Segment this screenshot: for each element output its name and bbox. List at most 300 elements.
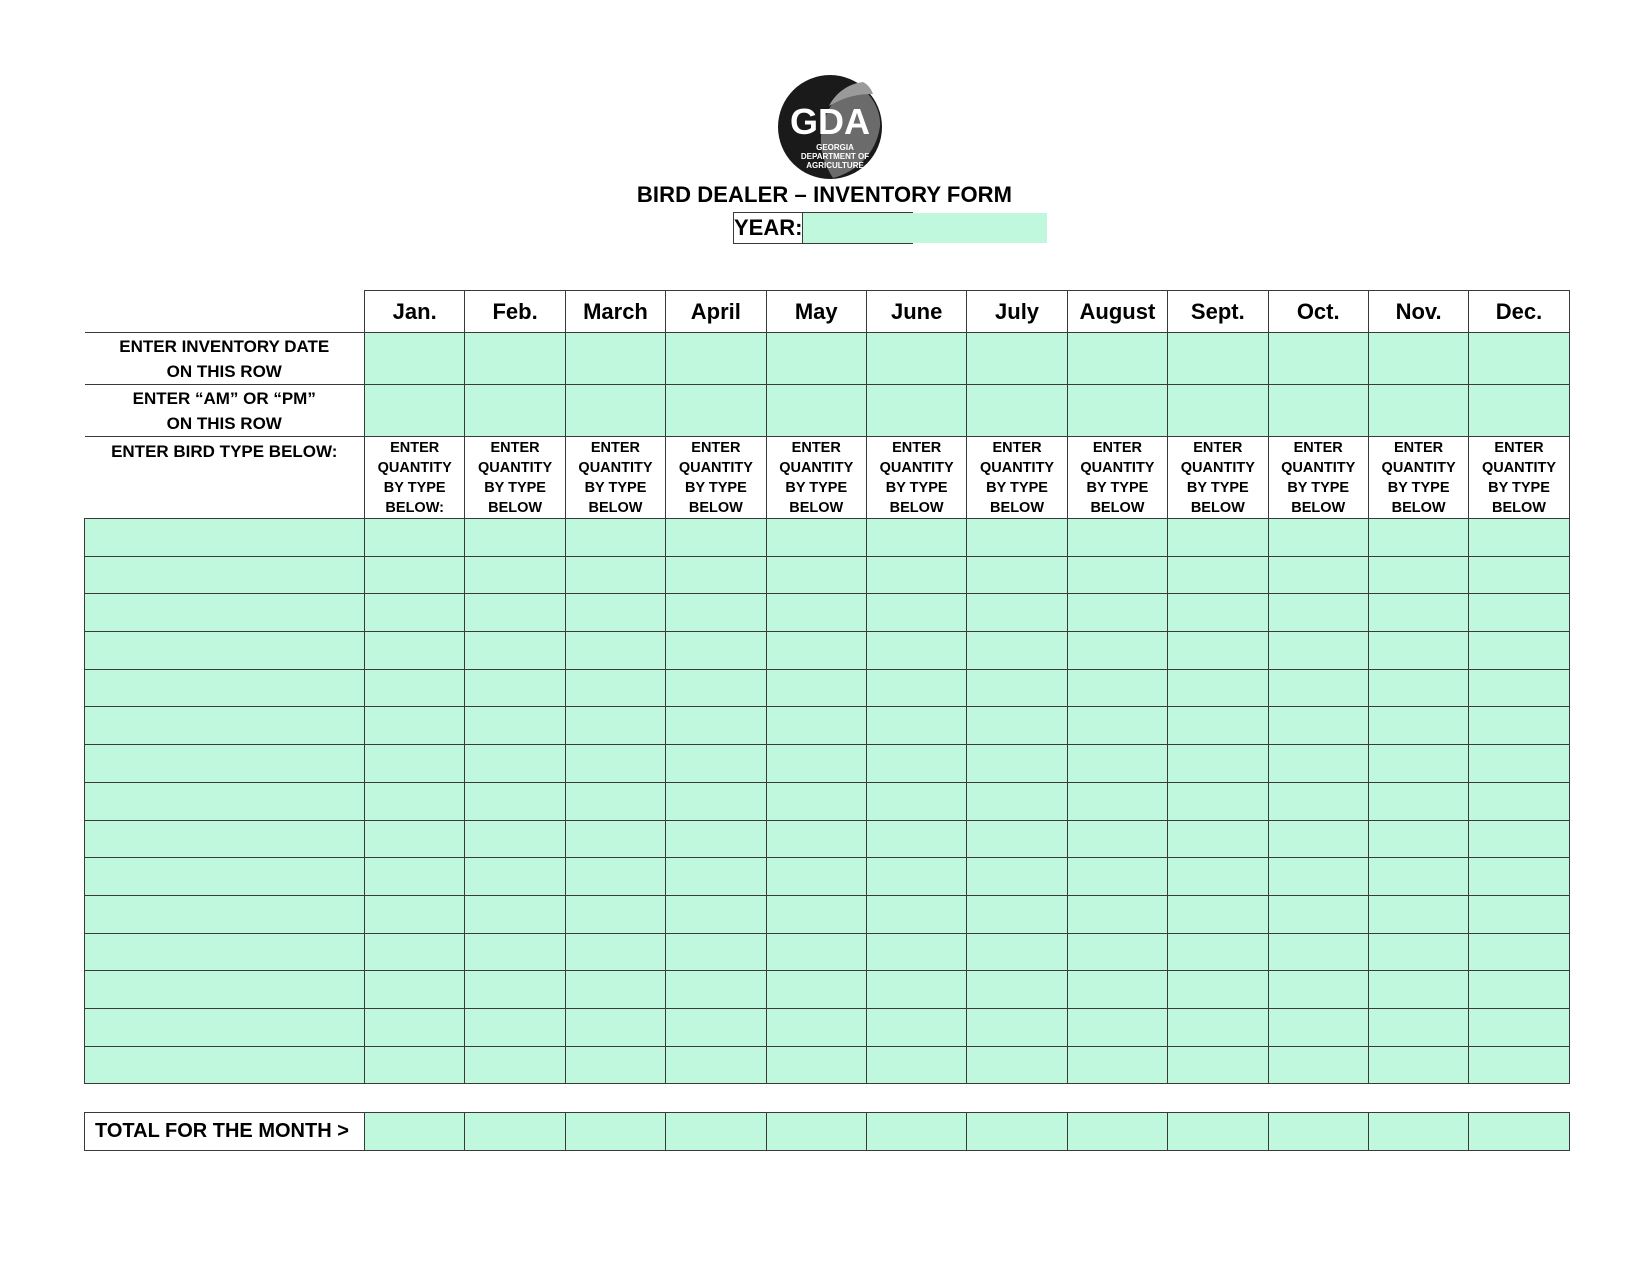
quantity-input[interactable]	[566, 1056, 665, 1074]
quantity-input[interactable]	[867, 604, 966, 622]
bird-type-input[interactable]	[85, 604, 364, 622]
quantity-input[interactable]	[1369, 717, 1468, 735]
quantity-cell[interactable]	[1268, 707, 1368, 745]
bird-type-input[interactable]	[85, 1056, 364, 1074]
quantity-cell[interactable]	[866, 782, 966, 820]
quantity-cell[interactable]	[1268, 782, 1368, 820]
quantity-cell[interactable]	[1268, 556, 1368, 594]
bird-type-cell[interactable]	[85, 895, 365, 933]
quantity-input[interactable]	[1168, 943, 1267, 961]
quantity-cell[interactable]	[967, 519, 1067, 557]
quantity-cell[interactable]	[666, 707, 766, 745]
quantity-input[interactable]	[967, 604, 1066, 622]
quantity-cell[interactable]	[1168, 707, 1268, 745]
quantity-cell[interactable]	[1469, 933, 1569, 971]
quantity-cell[interactable]	[365, 594, 465, 632]
quantity-input[interactable]	[1068, 754, 1167, 772]
quantity-cell[interactable]	[365, 669, 465, 707]
inventory-date-input[interactable]	[867, 350, 966, 368]
quantity-input[interactable]	[767, 528, 866, 546]
quantity-cell[interactable]	[565, 895, 665, 933]
am-pm-input[interactable]	[1068, 402, 1167, 420]
quantity-cell[interactable]	[465, 933, 565, 971]
quantity-input[interactable]	[1068, 905, 1167, 923]
quantity-cell[interactable]	[565, 782, 665, 820]
quantity-input[interactable]	[1168, 528, 1267, 546]
quantity-input[interactable]	[1369, 868, 1468, 886]
quantity-input[interactable]	[1369, 792, 1468, 810]
quantity-input[interactable]	[867, 528, 966, 546]
bird-type-cell[interactable]	[85, 858, 365, 896]
quantity-input[interactable]	[1269, 528, 1368, 546]
quantity-input[interactable]	[1068, 868, 1167, 886]
month-total-cell[interactable]	[1067, 1113, 1167, 1151]
quantity-input[interactable]	[666, 943, 765, 961]
quantity-input[interactable]	[1469, 717, 1568, 735]
quantity-cell[interactable]	[666, 858, 766, 896]
quantity-cell[interactable]	[565, 1046, 665, 1084]
quantity-cell[interactable]	[967, 895, 1067, 933]
am-pm-cell[interactable]	[565, 385, 665, 437]
inventory-date-input[interactable]	[1469, 350, 1568, 368]
quantity-cell[interactable]	[766, 519, 866, 557]
quantity-cell[interactable]	[1268, 632, 1368, 670]
inventory-date-cell[interactable]	[866, 333, 966, 385]
quantity-input[interactable]	[1269, 868, 1368, 886]
month-total-input[interactable]	[1068, 1113, 1167, 1150]
quantity-cell[interactable]	[1168, 933, 1268, 971]
quantity-input[interactable]	[666, 1056, 765, 1074]
quantity-input[interactable]	[767, 905, 866, 923]
quantity-cell[interactable]	[1268, 519, 1368, 557]
quantity-input[interactable]	[767, 641, 866, 659]
quantity-cell[interactable]	[766, 1046, 866, 1084]
quantity-input[interactable]	[666, 604, 765, 622]
quantity-input[interactable]	[1369, 754, 1468, 772]
quantity-input[interactable]	[1369, 830, 1468, 848]
quantity-cell[interactable]	[565, 519, 665, 557]
quantity-input[interactable]	[767, 604, 866, 622]
inventory-date-input[interactable]	[1269, 350, 1368, 368]
quantity-input[interactable]	[1269, 830, 1368, 848]
quantity-cell[interactable]	[766, 1008, 866, 1046]
bird-type-cell[interactable]	[85, 632, 365, 670]
quantity-cell[interactable]	[967, 1046, 1067, 1084]
bird-type-cell[interactable]	[85, 669, 365, 707]
inventory-date-input[interactable]	[967, 350, 1066, 368]
quantity-cell[interactable]	[1368, 519, 1468, 557]
inventory-date-input[interactable]	[1168, 350, 1267, 368]
quantity-input[interactable]	[1068, 679, 1167, 697]
quantity-input[interactable]	[1269, 1018, 1368, 1036]
quantity-input[interactable]	[465, 943, 564, 961]
quantity-cell[interactable]	[766, 933, 866, 971]
quantity-input[interactable]	[566, 868, 665, 886]
quantity-input[interactable]	[767, 566, 866, 584]
quantity-input[interactable]	[566, 792, 665, 810]
am-pm-input[interactable]	[1369, 402, 1468, 420]
quantity-cell[interactable]	[465, 1046, 565, 1084]
quantity-cell[interactable]	[1368, 1008, 1468, 1046]
quantity-cell[interactable]	[465, 519, 565, 557]
quantity-cell[interactable]	[866, 519, 966, 557]
quantity-input[interactable]	[1168, 830, 1267, 848]
quantity-cell[interactable]	[666, 594, 766, 632]
quantity-cell[interactable]	[465, 556, 565, 594]
quantity-input[interactable]	[867, 679, 966, 697]
quantity-input[interactable]	[566, 604, 665, 622]
quantity-cell[interactable]	[766, 858, 866, 896]
quantity-cell[interactable]	[1168, 782, 1268, 820]
inventory-date-cell[interactable]	[1067, 333, 1167, 385]
bird-type-cell[interactable]	[85, 556, 365, 594]
quantity-input[interactable]	[465, 905, 564, 923]
am-pm-cell[interactable]	[1168, 385, 1268, 437]
quantity-input[interactable]	[465, 566, 564, 584]
bird-type-cell[interactable]	[85, 594, 365, 632]
quantity-cell[interactable]	[1067, 895, 1167, 933]
inventory-date-input[interactable]	[1369, 350, 1468, 368]
quantity-cell[interactable]	[365, 745, 465, 783]
quantity-cell[interactable]	[866, 858, 966, 896]
quantity-cell[interactable]	[1469, 820, 1569, 858]
quantity-input[interactable]	[465, 604, 564, 622]
quantity-cell[interactable]	[1368, 707, 1468, 745]
quantity-input[interactable]	[867, 830, 966, 848]
month-total-cell[interactable]	[1368, 1113, 1468, 1151]
quantity-input[interactable]	[566, 566, 665, 584]
quantity-cell[interactable]	[565, 669, 665, 707]
quantity-cell[interactable]	[465, 820, 565, 858]
quantity-input[interactable]	[1168, 1056, 1267, 1074]
quantity-cell[interactable]	[766, 632, 866, 670]
bird-type-cell[interactable]	[85, 745, 365, 783]
quantity-input[interactable]	[1469, 1018, 1568, 1036]
bird-type-cell[interactable]	[85, 519, 365, 557]
quantity-input[interactable]	[1469, 905, 1568, 923]
inventory-date-input[interactable]	[566, 350, 665, 368]
am-pm-cell[interactable]	[1469, 385, 1569, 437]
quantity-input[interactable]	[1269, 679, 1368, 697]
quantity-input[interactable]	[365, 943, 464, 961]
quantity-input[interactable]	[1469, 679, 1568, 697]
quantity-cell[interactable]	[1368, 594, 1468, 632]
quantity-cell[interactable]	[465, 632, 565, 670]
quantity-input[interactable]	[1369, 679, 1468, 697]
month-total-input[interactable]	[365, 1113, 464, 1150]
quantity-input[interactable]	[365, 792, 464, 810]
quantity-input[interactable]	[1168, 1018, 1267, 1036]
quantity-input[interactable]	[666, 566, 765, 584]
quantity-cell[interactable]	[365, 820, 465, 858]
quantity-input[interactable]	[365, 1056, 464, 1074]
quantity-cell[interactable]	[1469, 745, 1569, 783]
quantity-input[interactable]	[566, 754, 665, 772]
am-pm-cell[interactable]	[1067, 385, 1167, 437]
quantity-input[interactable]	[767, 754, 866, 772]
quantity-input[interactable]	[1168, 717, 1267, 735]
month-total-cell[interactable]	[465, 1113, 565, 1151]
quantity-input[interactable]	[666, 641, 765, 659]
quantity-cell[interactable]	[967, 820, 1067, 858]
am-pm-input[interactable]	[1469, 402, 1568, 420]
quantity-input[interactable]	[566, 943, 665, 961]
quantity-cell[interactable]	[1067, 933, 1167, 971]
quantity-cell[interactable]	[1469, 594, 1569, 632]
quantity-cell[interactable]	[1168, 669, 1268, 707]
quantity-input[interactable]	[1469, 641, 1568, 659]
inventory-date-cell[interactable]	[565, 333, 665, 385]
quantity-input[interactable]	[1269, 1056, 1368, 1074]
am-pm-input[interactable]	[867, 402, 966, 420]
quantity-input[interactable]	[967, 528, 1066, 546]
quantity-cell[interactable]	[1168, 858, 1268, 896]
quantity-input[interactable]	[867, 943, 966, 961]
quantity-cell[interactable]	[866, 594, 966, 632]
quantity-input[interactable]	[867, 1018, 966, 1036]
quantity-cell[interactable]	[565, 594, 665, 632]
month-total-cell[interactable]	[365, 1113, 465, 1151]
quantity-input[interactable]	[867, 717, 966, 735]
quantity-cell[interactable]	[565, 971, 665, 1009]
quantity-input[interactable]	[1369, 981, 1468, 999]
inventory-date-input[interactable]	[365, 350, 464, 368]
quantity-cell[interactable]	[565, 820, 665, 858]
quantity-cell[interactable]	[565, 858, 665, 896]
quantity-cell[interactable]	[565, 1008, 665, 1046]
quantity-input[interactable]	[365, 717, 464, 735]
month-total-cell[interactable]	[666, 1113, 766, 1151]
quantity-cell[interactable]	[967, 858, 1067, 896]
bird-type-input[interactable]	[85, 566, 364, 584]
bird-type-input[interactable]	[85, 717, 364, 735]
quantity-input[interactable]	[767, 943, 866, 961]
quantity-cell[interactable]	[1168, 895, 1268, 933]
month-total-cell[interactable]	[1469, 1113, 1569, 1151]
bird-type-input[interactable]	[85, 1018, 364, 1036]
quantity-cell[interactable]	[666, 895, 766, 933]
quantity-input[interactable]	[1469, 981, 1568, 999]
quantity-input[interactable]	[566, 981, 665, 999]
quantity-cell[interactable]	[365, 858, 465, 896]
quantity-input[interactable]	[365, 1018, 464, 1036]
quantity-cell[interactable]	[1469, 707, 1569, 745]
quantity-input[interactable]	[566, 528, 665, 546]
quantity-cell[interactable]	[365, 895, 465, 933]
quantity-input[interactable]	[566, 641, 665, 659]
quantity-cell[interactable]	[365, 632, 465, 670]
month-total-cell[interactable]	[565, 1113, 665, 1151]
quantity-input[interactable]	[566, 679, 665, 697]
quantity-cell[interactable]	[1368, 632, 1468, 670]
quantity-cell[interactable]	[967, 971, 1067, 1009]
bird-type-input[interactable]	[85, 943, 364, 961]
quantity-input[interactable]	[867, 792, 966, 810]
quantity-input[interactable]	[967, 1018, 1066, 1036]
quantity-cell[interactable]	[1368, 933, 1468, 971]
quantity-cell[interactable]	[465, 971, 565, 1009]
quantity-cell[interactable]	[465, 745, 565, 783]
quantity-cell[interactable]	[1067, 556, 1167, 594]
quantity-input[interactable]	[1269, 604, 1368, 622]
quantity-input[interactable]	[1269, 717, 1368, 735]
month-total-input[interactable]	[1369, 1113, 1468, 1150]
quantity-cell[interactable]	[465, 669, 565, 707]
month-total-input[interactable]	[666, 1113, 765, 1150]
quantity-cell[interactable]	[365, 782, 465, 820]
quantity-cell[interactable]	[666, 519, 766, 557]
quantity-cell[interactable]	[465, 1008, 565, 1046]
quantity-cell[interactable]	[1268, 669, 1368, 707]
quantity-cell[interactable]	[666, 782, 766, 820]
quantity-cell[interactable]	[1368, 745, 1468, 783]
quantity-cell[interactable]	[766, 707, 866, 745]
bird-type-input[interactable]	[85, 792, 364, 810]
quantity-cell[interactable]	[1067, 1008, 1167, 1046]
quantity-input[interactable]	[1068, 717, 1167, 735]
quantity-input[interactable]	[1269, 566, 1368, 584]
quantity-input[interactable]	[465, 981, 564, 999]
am-pm-cell[interactable]	[1268, 385, 1368, 437]
inventory-date-cell[interactable]	[666, 333, 766, 385]
quantity-input[interactable]	[365, 528, 464, 546]
am-pm-cell[interactable]	[465, 385, 565, 437]
quantity-input[interactable]	[1269, 943, 1368, 961]
quantity-input[interactable]	[365, 679, 464, 697]
quantity-cell[interactable]	[365, 1046, 465, 1084]
quantity-cell[interactable]	[866, 971, 966, 1009]
quantity-input[interactable]	[666, 868, 765, 886]
quantity-cell[interactable]	[465, 594, 565, 632]
quantity-cell[interactable]	[1268, 594, 1368, 632]
quantity-input[interactable]	[1469, 604, 1568, 622]
quantity-input[interactable]	[1068, 641, 1167, 659]
quantity-input[interactable]	[1168, 981, 1267, 999]
quantity-input[interactable]	[666, 905, 765, 923]
bird-type-cell[interactable]	[85, 782, 365, 820]
quantity-cell[interactable]	[1469, 519, 1569, 557]
quantity-cell[interactable]	[1168, 1008, 1268, 1046]
quantity-cell[interactable]	[1469, 971, 1569, 1009]
quantity-cell[interactable]	[666, 1046, 766, 1084]
quantity-input[interactable]	[1168, 868, 1267, 886]
quantity-cell[interactable]	[1067, 707, 1167, 745]
quantity-cell[interactable]	[666, 933, 766, 971]
quantity-cell[interactable]	[766, 594, 866, 632]
quantity-cell[interactable]	[1168, 632, 1268, 670]
month-total-input[interactable]	[967, 1113, 1066, 1150]
am-pm-input[interactable]	[365, 402, 464, 420]
am-pm-input[interactable]	[967, 402, 1066, 420]
month-total-cell[interactable]	[1268, 1113, 1368, 1151]
quantity-cell[interactable]	[365, 707, 465, 745]
quantity-cell[interactable]	[565, 933, 665, 971]
quantity-cell[interactable]	[1469, 1046, 1569, 1084]
quantity-input[interactable]	[365, 641, 464, 659]
quantity-cell[interactable]	[1469, 632, 1569, 670]
am-pm-cell[interactable]	[766, 385, 866, 437]
quantity-input[interactable]	[1168, 604, 1267, 622]
quantity-cell[interactable]	[565, 556, 665, 594]
quantity-cell[interactable]	[1067, 782, 1167, 820]
quantity-input[interactable]	[1369, 641, 1468, 659]
quantity-input[interactable]	[566, 905, 665, 923]
quantity-cell[interactable]	[1368, 669, 1468, 707]
quantity-cell[interactable]	[465, 707, 565, 745]
bird-type-input[interactable]	[85, 754, 364, 772]
quantity-cell[interactable]	[1469, 669, 1569, 707]
month-total-input[interactable]	[1269, 1113, 1368, 1150]
am-pm-cell[interactable]	[866, 385, 966, 437]
quantity-cell[interactable]	[1168, 594, 1268, 632]
quantity-input[interactable]	[867, 905, 966, 923]
am-pm-cell[interactable]	[666, 385, 766, 437]
quantity-input[interactable]	[1469, 792, 1568, 810]
month-total-cell[interactable]	[766, 1113, 866, 1151]
quantity-input[interactable]	[365, 604, 464, 622]
quantity-input[interactable]	[867, 868, 966, 886]
quantity-input[interactable]	[767, 1056, 866, 1074]
bird-type-input[interactable]	[85, 905, 364, 923]
quantity-input[interactable]	[465, 1056, 564, 1074]
quantity-cell[interactable]	[365, 933, 465, 971]
quantity-input[interactable]	[1068, 566, 1167, 584]
quantity-input[interactable]	[465, 754, 564, 772]
quantity-cell[interactable]	[1469, 782, 1569, 820]
quantity-cell[interactable]	[365, 556, 465, 594]
quantity-input[interactable]	[967, 943, 1066, 961]
quantity-cell[interactable]	[1067, 858, 1167, 896]
quantity-input[interactable]	[1469, 868, 1568, 886]
quantity-cell[interactable]	[1067, 519, 1167, 557]
quantity-input[interactable]	[465, 830, 564, 848]
inventory-date-input[interactable]	[666, 350, 765, 368]
quantity-cell[interactable]	[666, 669, 766, 707]
quantity-input[interactable]	[967, 792, 1066, 810]
quantity-input[interactable]	[1469, 1056, 1568, 1074]
quantity-cell[interactable]	[1268, 1008, 1368, 1046]
bird-type-cell[interactable]	[85, 1046, 365, 1084]
month-total-input[interactable]	[566, 1113, 665, 1150]
quantity-cell[interactable]	[766, 782, 866, 820]
month-total-cell[interactable]	[967, 1113, 1067, 1151]
month-total-cell[interactable]	[866, 1113, 966, 1151]
quantity-cell[interactable]	[766, 745, 866, 783]
quantity-cell[interactable]	[1168, 556, 1268, 594]
quantity-cell[interactable]	[1368, 556, 1468, 594]
quantity-input[interactable]	[666, 1018, 765, 1036]
month-total-input[interactable]	[465, 1113, 564, 1150]
quantity-input[interactable]	[1369, 566, 1468, 584]
quantity-input[interactable]	[1269, 905, 1368, 923]
quantity-cell[interactable]	[1168, 1046, 1268, 1084]
quantity-cell[interactable]	[565, 707, 665, 745]
quantity-cell[interactable]	[866, 895, 966, 933]
bird-type-cell[interactable]	[85, 820, 365, 858]
quantity-input[interactable]	[967, 641, 1066, 659]
quantity-cell[interactable]	[1469, 895, 1569, 933]
am-pm-input[interactable]	[1168, 402, 1267, 420]
quantity-input[interactable]	[1269, 792, 1368, 810]
quantity-input[interactable]	[867, 981, 966, 999]
quantity-input[interactable]	[666, 754, 765, 772]
inventory-date-cell[interactable]	[1168, 333, 1268, 385]
quantity-input[interactable]	[1469, 830, 1568, 848]
quantity-cell[interactable]	[967, 1008, 1067, 1046]
quantity-input[interactable]	[867, 1056, 966, 1074]
quantity-input[interactable]	[465, 679, 564, 697]
quantity-input[interactable]	[1168, 792, 1267, 810]
